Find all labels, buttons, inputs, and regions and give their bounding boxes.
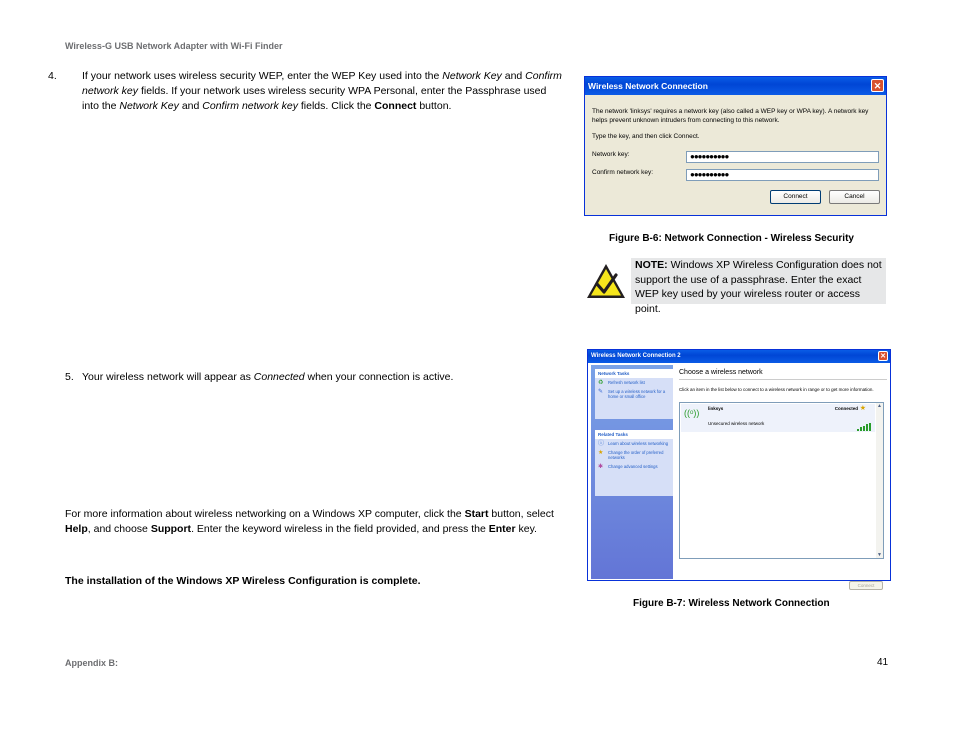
wizard-icon: ✎ xyxy=(598,389,604,395)
text: . Enter the keyword wireless in the field provided, and press the xyxy=(191,523,489,535)
step-number: 5. xyxy=(65,371,74,383)
close-button[interactable] xyxy=(878,351,888,361)
window-titlebar xyxy=(588,350,890,363)
star-icon: ★ xyxy=(598,450,604,456)
confirm-key-label: Confirm network key: xyxy=(592,169,654,176)
close-icon: ✕ xyxy=(873,81,882,91)
figure-b6-caption: Figure B-6: Network Connection - Wireless Security xyxy=(609,233,854,244)
link-label: Change the order of preferred networks xyxy=(608,450,664,460)
dialog-message: The network 'linksys' requires a network key (also called a WEP key or WPA key). A network key helps prevent unknown intruders from connecting to this network. xyxy=(592,108,869,124)
network-status: Connected xyxy=(834,406,858,411)
text-italic: Confirm network key xyxy=(82,70,562,97)
network-key-dialog xyxy=(584,76,887,216)
close-icon: ✕ xyxy=(880,353,886,360)
text: button, select xyxy=(488,508,554,520)
window-title: Wireless Network Connection 2 xyxy=(591,353,681,359)
text: button. xyxy=(416,100,452,112)
network-list[interactable] xyxy=(679,402,884,559)
network-key-field[interactable]: ●●●●●●●●●● xyxy=(686,151,879,163)
signal-strength-icon xyxy=(857,418,871,426)
text: and xyxy=(501,70,526,82)
completion-statement: The installation of the Windows XP Wireless Configuration is complete. xyxy=(65,575,421,587)
step-4-paragraph xyxy=(48,69,565,114)
related-tasks-panel xyxy=(595,430,673,496)
task-sidebar xyxy=(591,365,673,579)
dialog-title: Wireless Network Connection xyxy=(588,81,708,91)
change-order-link[interactable] xyxy=(595,448,673,462)
text-italic: Network Key xyxy=(442,70,502,82)
text-italic: Network Key xyxy=(119,100,179,112)
link-label: Change advanced settings xyxy=(608,464,658,469)
link-label: Learn about wireless networking xyxy=(608,441,669,446)
text: Your wireless network will appear as xyxy=(82,371,254,383)
link-label: Set up a wireless network for a home or small office xyxy=(608,389,666,399)
dialog-prompt: Type the key, and then click Connect. xyxy=(592,133,700,140)
text: fields. Click the xyxy=(297,100,375,112)
text-bold: Start xyxy=(464,508,489,520)
network-name: linksys xyxy=(708,406,724,411)
confirm-key-field[interactable]: ●●●●●●●●●● xyxy=(686,169,879,181)
note-label: NOTE: xyxy=(635,259,668,271)
note-box xyxy=(631,258,886,315)
dialog-titlebar xyxy=(585,77,886,95)
pane-instruction: Click an item in the list below to connect to a wireless network in range or to get more information. xyxy=(679,387,874,392)
refresh-icon: ♻ xyxy=(598,380,604,386)
more-info-paragraph xyxy=(65,507,580,537)
star-icon: ★ xyxy=(859,405,866,412)
text: key. xyxy=(515,523,537,535)
help-icon: ⓘ xyxy=(598,441,605,447)
text: fields. If your network uses wireless security WPA Personal, enter the Passphrase used into the xyxy=(82,85,547,112)
step-5-paragraph xyxy=(65,370,565,385)
network-tasks-header: Network Tasks xyxy=(595,369,673,378)
page-number: 41 xyxy=(877,657,889,668)
refresh-network-list-link[interactable] xyxy=(595,378,673,387)
text-bold: Support xyxy=(150,523,192,535)
text-bold: Connect xyxy=(374,100,417,112)
footer-section: Appendix B: xyxy=(65,658,118,668)
cancel-button[interactable]: Cancel xyxy=(829,190,880,204)
text-italic: Connected xyxy=(253,371,305,383)
step-number: 4. xyxy=(48,70,57,82)
network-list-pane xyxy=(677,365,889,588)
network-tasks-panel xyxy=(595,369,673,419)
setup-network-link[interactable] xyxy=(595,387,673,401)
text-italic: Confirm network key xyxy=(202,100,298,112)
connect-button[interactable]: Connect xyxy=(770,190,821,204)
network-key-label: Network key: xyxy=(592,151,630,158)
related-tasks-header: Related Tasks xyxy=(595,430,673,439)
wireless-network-connection-window xyxy=(587,349,891,588)
text: when your connection is active. xyxy=(304,371,454,383)
text-bold: Help xyxy=(65,523,88,535)
network-security: Unsecured wireless network xyxy=(708,421,765,426)
network-row-linksys[interactable] xyxy=(681,404,875,432)
advanced-settings-link[interactable] xyxy=(595,462,673,471)
scroll-down-icon[interactable]: ▼ xyxy=(877,552,882,558)
learn-wireless-link[interactable] xyxy=(595,439,673,448)
text: , and choose xyxy=(87,523,151,535)
text: and xyxy=(178,100,203,112)
document-header: Wireless-G USB Network Adapter with Wi-Fi Finder xyxy=(65,41,283,51)
warning-icon xyxy=(585,262,627,300)
scrollbar[interactable] xyxy=(876,403,883,558)
text: If your network uses wireless security WEP, enter the WEP Key used into the xyxy=(82,70,443,82)
link-label: Refresh network list xyxy=(608,380,645,385)
scroll-up-icon[interactable]: ▲ xyxy=(877,403,882,409)
settings-icon: ✱ xyxy=(598,464,604,470)
connect-button[interactable]: Connect xyxy=(849,581,883,590)
figure-b7-caption: Figure B-7: Wireless Network Connection xyxy=(633,598,830,609)
close-button[interactable] xyxy=(871,79,884,92)
text: For more information about wireless networking on a Windows XP computer, click the xyxy=(65,508,465,520)
wireless-antenna-icon: ((ᵒ)) xyxy=(684,408,700,418)
pane-heading: Choose a wireless network xyxy=(679,369,763,376)
note-text: Windows XP Wireless Configuration does not support the use of a passphrase. Enter the exact WEP key used by your wireless router or access point. xyxy=(635,259,882,315)
divider xyxy=(679,379,887,380)
text-bold: Enter xyxy=(488,523,516,535)
